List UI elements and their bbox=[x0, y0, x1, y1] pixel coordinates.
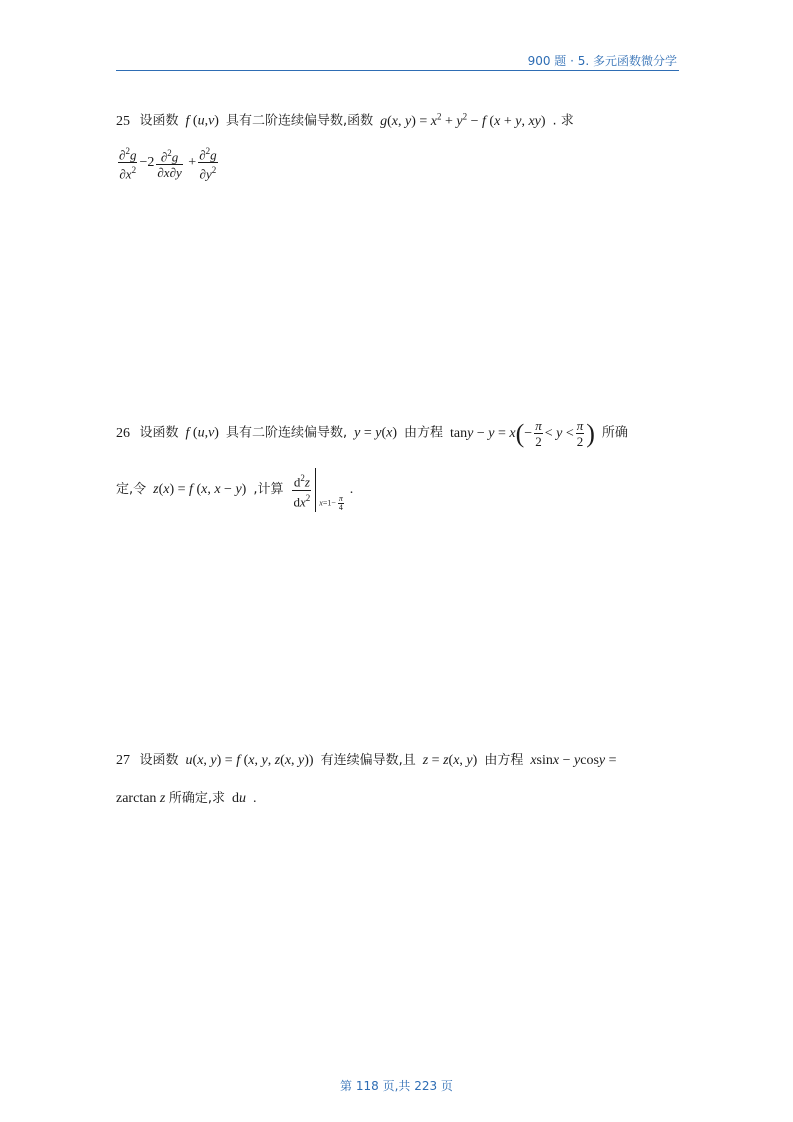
math-expression: $\frac{\partial^2g}{\partial x^2}$ −2 $\frac{\partial^2g}{\partial x\partial y}$ + $\frac{\partial^2g}{\partial y^2}$ bbox=[119, 146, 217, 182]
math-g-def: g(x, $y) = x^2 + y^2 - f$ (x + y, xy) bbox=[380, 111, 550, 129]
problem-number: 26 bbox=[116, 425, 130, 441]
problem-text: 定,令 bbox=[116, 482, 147, 498]
problem-text: 具有二阶连续偏导数, bbox=[225, 425, 348, 441]
page-footer: 第 118 页,共 223 页 bbox=[340, 1079, 453, 1093]
math-z-def: z = z(x, y) bbox=[422, 753, 481, 768]
math-y-def: y = y(x) bbox=[354, 425, 401, 441]
problem-number: 27 bbox=[116, 753, 130, 768]
math-equation-cont: zarctan z bbox=[116, 791, 166, 806]
math-du: du bbox=[228, 791, 247, 806]
problem-text: 设函数 bbox=[139, 113, 179, 129]
problem-text: 具有二阶连续偏导数,函数 bbox=[225, 113, 374, 129]
problem-27-line-1 bbox=[116, 751, 617, 771]
problem-number: 25 bbox=[116, 113, 130, 129]
problem-text: 由方程 bbox=[404, 425, 444, 441]
math-f-uv: f (u,v) bbox=[185, 425, 223, 441]
problem-27-line-2 bbox=[116, 789, 257, 809]
problem-text: ,计算 bbox=[253, 482, 284, 498]
problem-26-line-2 bbox=[116, 468, 353, 512]
math-f-uv: f (u,v) bbox=[185, 113, 223, 129]
running-header: 900 题 · 5. 多元函数微分学 bbox=[527, 54, 677, 68]
problem-text: . 求 bbox=[552, 113, 574, 129]
problem-25-line-2 bbox=[116, 144, 220, 182]
math-z-def: z(x) = f (x, x − y) bbox=[153, 482, 250, 498]
problem-26-line-1 bbox=[116, 418, 628, 449]
math-derivative: $\frac{d^2z}{dx^2}$ x=1− $\frac{\pi}{4}$ bbox=[287, 482, 346, 497]
math-equation: xsinx − ycosy = bbox=[530, 753, 617, 768]
header-rule bbox=[116, 70, 679, 71]
problem-text: . bbox=[349, 482, 354, 498]
problem-text: 设函数 bbox=[139, 425, 179, 441]
problem-text: . bbox=[253, 791, 257, 806]
problem-text: 所确定,求 bbox=[168, 791, 226, 806]
problem-text: 有连续偏导数,且 bbox=[320, 753, 416, 768]
problem-text: 设函数 bbox=[139, 753, 179, 768]
problem-text: 由方程 bbox=[484, 753, 524, 768]
problem-25-line-1 bbox=[116, 106, 574, 132]
math-u-def: u(x, y) = f (x, y, z(x, y)) bbox=[185, 753, 318, 768]
problem-text: 所确 bbox=[601, 425, 628, 441]
math-equation: tany − y = x(− $\frac{\pi}{2}$ < y < $\frac{\pi}{2}$ ) bbox=[450, 418, 595, 449]
